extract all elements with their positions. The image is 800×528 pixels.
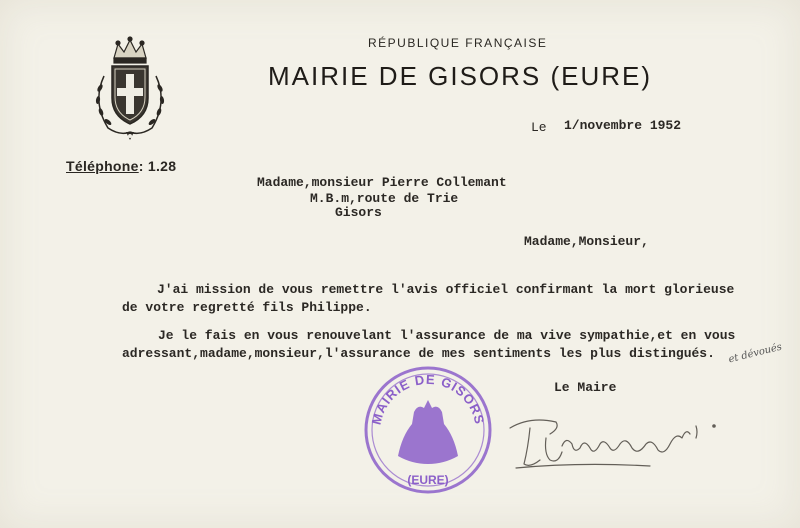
- letter-date: 1/novembre 1952: [564, 118, 682, 133]
- salutation: Madame,Monsieur,: [524, 234, 649, 249]
- closing-signatory: Le Maire: [554, 380, 617, 395]
- stamp-bottom-text: (EURE): [407, 473, 449, 487]
- body-paragraph-1-line-1: J'ai mission de vous remettre l'avis officiel confirmant la mort glorieuse: [157, 282, 735, 297]
- telephone-line: [66, 158, 176, 174]
- recipient-name: Madame,monsieur Pierre Collemant: [257, 175, 507, 190]
- handwritten-annotation: et dévoués: [727, 341, 784, 366]
- republic-heading: RÉPUBLIQUE FRANÇAISE: [368, 36, 548, 50]
- telephone-value: : 1.28: [138, 158, 177, 174]
- body-paragraph-2-line-1: Je le fais en vous renouvelant l'assurance de ma vive sympathie,et en vous: [158, 328, 736, 343]
- date-prefix: Le: [531, 120, 547, 135]
- telephone-label: Téléphone: [66, 158, 139, 174]
- recipient-city: Gisors: [335, 205, 382, 220]
- body-paragraph-2-line-2: adressant,madame,monsieur,l'assurance de mes sentiments les plus distingués.: [122, 346, 715, 361]
- coat-of-arms-crest-icon: [84, 36, 176, 144]
- stamp-top-text: MAIRIE DE GISORS: [368, 371, 488, 427]
- recipient-street: M.B.m,route de Trie: [310, 191, 459, 206]
- mairie-heading: MAIRIE DE GISORS (EURE): [268, 61, 653, 91]
- handwritten-signature: [500, 398, 730, 478]
- official-stamp: [358, 360, 498, 500]
- body-paragraph-1-line-2: de votre regretté fils Philippe.: [122, 300, 372, 315]
- stamp-figure-icon: [398, 400, 458, 464]
